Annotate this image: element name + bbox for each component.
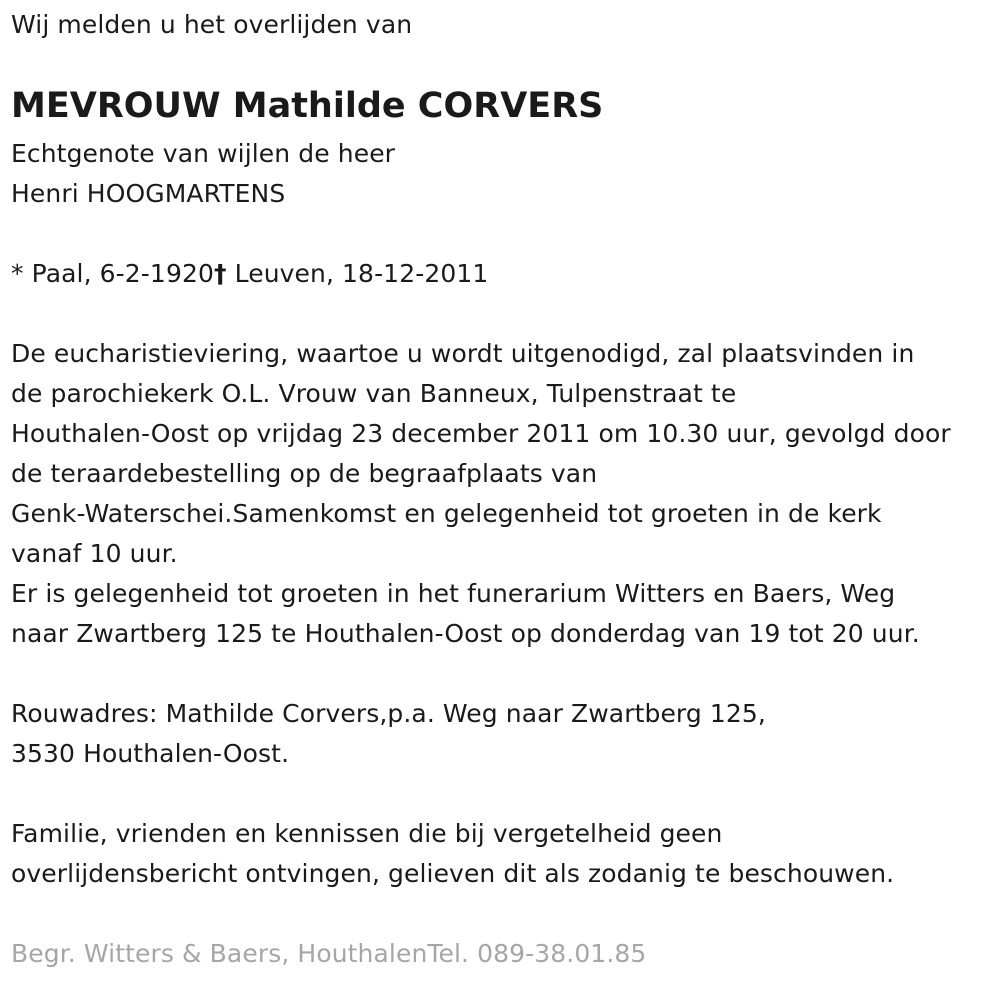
relation-line-2: Henri HOOGMARTENS xyxy=(11,179,286,208)
ceremony-line: Er is gelegenheid tot groeten in het funerarium Witters en Baers, Weg xyxy=(11,579,896,608)
cross-icon: † xyxy=(213,259,227,288)
ceremony-line: De eucharistieviering, waartoe u wordt uitgenodigd, zal plaatsvinden in xyxy=(11,339,915,368)
ceremony-line: Houthalen-Oost op vrijdag 23 december 2011 om 10.30 uur, gevolgd door xyxy=(11,419,951,448)
mourning-address-line-1: Rouwadres: Mathilde Corvers,p.a. Weg naar Zwartberg 125, xyxy=(11,699,766,728)
birth-info: * Paal, 6-2-1920 xyxy=(11,259,214,288)
notice-line-1: Familie, vrienden en kennissen die bij vergetelheid geen xyxy=(11,819,723,848)
intro-text: Wij melden u het overlijden van xyxy=(11,10,413,39)
ceremony-line: Genk-Waterschei.Samenkomst en gelegenheid tot groeten in de kerk xyxy=(11,499,882,528)
dates-line xyxy=(11,254,488,294)
death-info: Leuven, 18-12-2011 xyxy=(226,259,489,288)
ceremony-line: vanaf 10 uur. xyxy=(11,539,178,568)
notice-line-2: overlijdensbericht ontvingen, gelieven dit als zodanig te beschouwen. xyxy=(11,859,895,888)
ceremony-line: naar Zwartberg 125 te Houthalen-Oost op donderdag van 19 tot 20 uur. xyxy=(11,619,920,648)
funeral-home-footer: Begr. Witters & Baers, HouthalenTel. 089-38.01.85 xyxy=(11,939,647,968)
relation-line-1: Echtgenote van wijlen de heer xyxy=(11,139,396,168)
mourning-address-line-2: 3530 Houthalen-Oost. xyxy=(11,739,290,768)
ceremony-line: de parochiekerk O.L. Vrouw van Banneux, Tulpenstraat te xyxy=(11,379,737,408)
ceremony-line: de teraardebestelling op de begraafplaats van xyxy=(11,459,598,488)
deceased-name: MEVROUW Mathilde CORVERS xyxy=(11,86,604,126)
